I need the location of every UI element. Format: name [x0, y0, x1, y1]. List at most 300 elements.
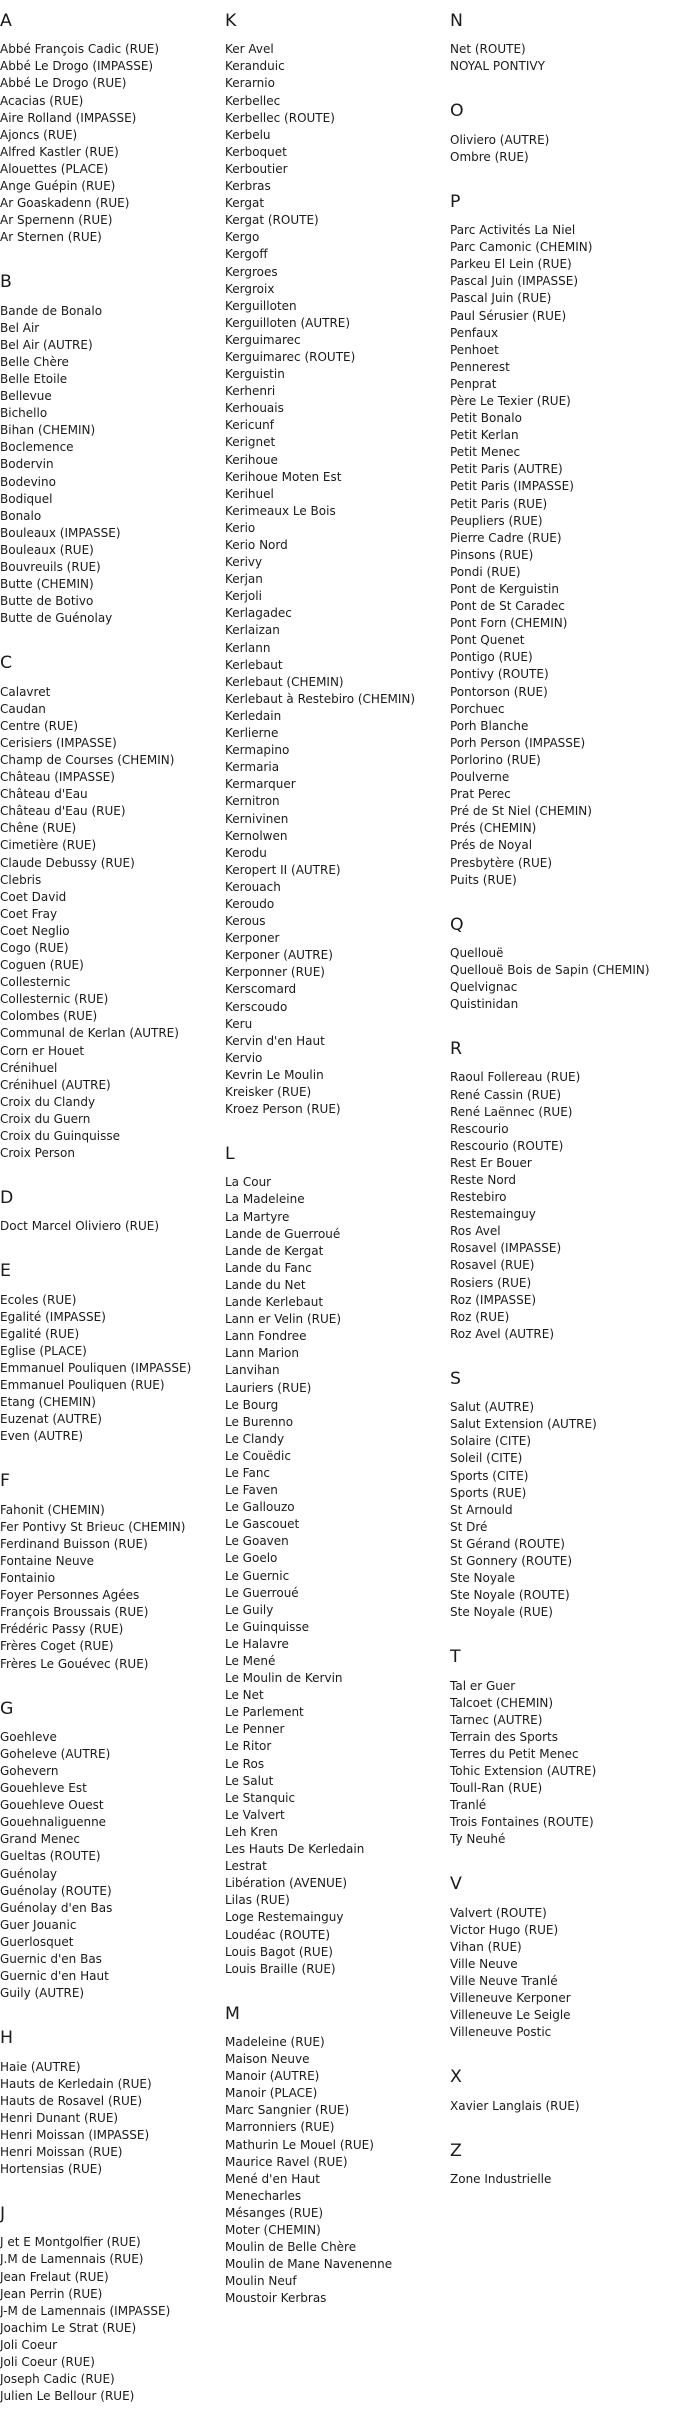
street-link[interactable]: Petit Paris (AUTRE): [450, 462, 563, 477]
street-link[interactable]: Bichello: [0, 406, 48, 421]
street-link[interactable]: Le Halavre: [225, 1636, 289, 1651]
street-link[interactable]: Villeneuve Postic: [450, 2025, 552, 2040]
street-link[interactable]: Kerlebaut (CHEMIN): [225, 674, 344, 689]
street-link[interactable]: Père Le Texier (RUE): [450, 393, 571, 408]
street-link[interactable]: Raoul Follereau (RUE): [450, 1070, 581, 1085]
street-link[interactable]: Joseph Cadic (RUE): [0, 2372, 115, 2387]
street-link[interactable]: Bouvreuils (RUE): [0, 560, 101, 575]
street-link[interactable]: Kerouach: [225, 879, 281, 894]
street-link[interactable]: Ar Goaskadenn (RUE): [0, 196, 130, 211]
street-link[interactable]: Maison Neuve: [225, 2052, 310, 2067]
street-link[interactable]: Trois Fontaines (ROUTE): [450, 1815, 594, 1830]
street-link[interactable]: Toull-Ran (RUE): [450, 1781, 543, 1796]
street-link[interactable]: Kerguilloten (AUTRE): [225, 315, 351, 330]
street-link[interactable]: Quelvignac: [450, 980, 518, 995]
street-link[interactable]: Vihan (RUE): [450, 1939, 522, 1954]
street-link[interactable]: Gouehnaliguenne: [0, 1815, 107, 1830]
street-link[interactable]: Kevrin Le Moulin: [225, 1067, 324, 1082]
street-link[interactable]: Petit Paris (RUE): [450, 496, 548, 511]
street-link[interactable]: Guénolay: [0, 1866, 58, 1881]
street-link[interactable]: Le Gascouet: [225, 1517, 300, 1532]
street-link[interactable]: Ste Noyale (ROUTE): [450, 1588, 570, 1603]
street-link[interactable]: Moulin de Mane Navenenne: [225, 2257, 393, 2272]
street-link[interactable]: Bodervin: [0, 457, 54, 472]
street-link[interactable]: Lanvihan: [225, 1363, 280, 1378]
street-link[interactable]: Parc Camonic (CHEMIN): [450, 240, 593, 255]
street-link[interactable]: Egalité (IMPASSE): [0, 1309, 106, 1324]
street-link[interactable]: Château d'Eau: [0, 787, 88, 802]
street-link[interactable]: Ferdinand Buisson (RUE): [0, 1536, 148, 1551]
street-link[interactable]: Ker Avel: [225, 42, 274, 57]
street-link[interactable]: Le Guerroué: [225, 1585, 299, 1600]
street-link[interactable]: Quellouë: [450, 945, 504, 960]
street-link[interactable]: Salut (AUTRE): [450, 1400, 535, 1415]
street-link[interactable]: Rosavel (RUE): [450, 1258, 535, 1273]
street-link[interactable]: Frères Coget (RUE): [0, 1639, 114, 1654]
street-link[interactable]: Moter (CHEMIN): [225, 2223, 321, 2238]
street-link[interactable]: Haie (AUTRE): [0, 2059, 81, 2074]
street-link[interactable]: Petit Bonalo: [450, 411, 522, 426]
street-link[interactable]: Le Fanc: [225, 1465, 271, 1480]
street-link[interactable]: Loudéac (ROUTE): [225, 1927, 331, 1942]
street-link[interactable]: Quellouë Bois de Sapin (CHEMIN): [450, 962, 650, 977]
street-link[interactable]: Parc Activités La Niel: [450, 223, 576, 238]
street-link[interactable]: Colombes (RUE): [0, 1009, 98, 1024]
street-link[interactable]: Maurice Ravel (RUE): [225, 2154, 348, 2169]
street-link[interactable]: Calavret: [0, 684, 51, 699]
street-link[interactable]: Roz Avel (AUTRE): [450, 1326, 554, 1341]
street-link[interactable]: Mésanges (RUE): [225, 2205, 324, 2220]
street-link[interactable]: Kerlagadec: [225, 606, 292, 621]
street-link[interactable]: Kergroes: [225, 264, 278, 279]
street-link[interactable]: Ville Neuve Tranlé: [450, 1974, 558, 1989]
street-link[interactable]: Lande de Guerroué: [225, 1226, 341, 1241]
street-link[interactable]: Villeneuve Kerponer: [450, 1991, 571, 2006]
street-link[interactable]: Tal er Guer: [450, 1678, 516, 1693]
street-link[interactable]: Peupliers (RUE): [450, 513, 543, 528]
street-link[interactable]: Mathurin Le Mouel (RUE): [225, 2137, 374, 2152]
street-link[interactable]: Gueltas (ROUTE): [0, 1849, 101, 1864]
street-link[interactable]: Crénihuel: [0, 1060, 58, 1075]
street-link[interactable]: Pierre Cadre (RUE): [450, 530, 562, 545]
street-link[interactable]: Alfred Kastler (RUE): [0, 144, 119, 159]
street-link[interactable]: Sports (CITE): [450, 1468, 529, 1483]
street-link[interactable]: Petit Paris (IMPASSE): [450, 479, 574, 494]
street-link[interactable]: Rosiers (RUE): [450, 1275, 532, 1290]
street-link[interactable]: Goehleve: [0, 1729, 57, 1744]
street-link[interactable]: Kreisker (RUE): [225, 1085, 312, 1100]
street-link[interactable]: Cogo (RUE): [0, 940, 69, 955]
street-link[interactable]: Kerscomard: [225, 982, 297, 997]
street-link[interactable]: Jean Perrin (RUE): [0, 2286, 103, 2301]
street-link[interactable]: Bel Air (AUTRE): [0, 337, 93, 352]
street-link[interactable]: Kermaria: [225, 760, 280, 775]
street-link[interactable]: Kerguimarec: [225, 332, 301, 347]
street-link[interactable]: Leh Kren: [225, 1824, 278, 1839]
street-link[interactable]: Croix du Clandy: [0, 1094, 96, 1109]
street-link[interactable]: Collesternic: [0, 975, 71, 990]
street-link[interactable]: Ste Noyale: [450, 1571, 516, 1586]
street-link[interactable]: Le Penner: [225, 1722, 285, 1737]
street-link[interactable]: Porchuec: [450, 701, 505, 716]
street-link[interactable]: Valvert (ROUTE): [450, 1905, 547, 1920]
street-link[interactable]: Prat Perec: [450, 787, 511, 802]
street-link[interactable]: Guénolay d'en Bas: [0, 1900, 113, 1915]
street-link[interactable]: Kerponner (RUE): [225, 965, 325, 980]
street-link[interactable]: Le Ros: [225, 1756, 265, 1771]
street-link[interactable]: Le Ritor: [225, 1739, 272, 1754]
street-link[interactable]: Guénolay (ROUTE): [0, 1883, 112, 1898]
street-link[interactable]: Fontainio: [0, 1571, 56, 1586]
street-link[interactable]: Lauriers (RUE): [225, 1380, 312, 1395]
street-link[interactable]: Le Guinquisse: [225, 1619, 309, 1634]
street-link[interactable]: Louis Braille (RUE): [225, 1961, 336, 1976]
street-link[interactable]: Kerboutier: [225, 161, 288, 176]
street-link[interactable]: Le Goaven: [225, 1534, 289, 1549]
street-link[interactable]: Fahonit (CHEMIN): [0, 1502, 105, 1517]
street-link[interactable]: Ste Noyale (RUE): [450, 1605, 553, 1620]
street-link[interactable]: Kerboquet: [225, 144, 287, 159]
street-link[interactable]: Les Hauts De Kerledain: [225, 1842, 365, 1857]
street-link[interactable]: Kroez Person (RUE): [225, 1102, 341, 1117]
street-link[interactable]: Coet Fray: [0, 906, 58, 921]
street-link[interactable]: Rosavel (IMPASSE): [450, 1241, 562, 1256]
street-link[interactable]: Sports (RUE): [450, 1485, 527, 1500]
street-link[interactable]: Le Faven: [225, 1483, 278, 1498]
street-link[interactable]: Coet David: [0, 889, 67, 904]
street-link[interactable]: Grand Menec: [0, 1832, 80, 1847]
street-link[interactable]: Parkeu El Lein (RUE): [450, 257, 572, 272]
street-link[interactable]: Corn er Houet: [0, 1043, 85, 1058]
street-link[interactable]: Porh Blanche: [450, 718, 529, 733]
street-link[interactable]: Aire Rolland (IMPASSE): [0, 110, 137, 125]
street-link[interactable]: Frères Le Gouévec (RUE): [0, 1656, 149, 1671]
street-link[interactable]: Butte (CHEMIN): [0, 577, 94, 592]
street-link[interactable]: NOYAL PONTIVY: [450, 59, 545, 74]
street-link[interactable]: Etang (CHEMIN): [0, 1395, 96, 1410]
street-link[interactable]: Kerous: [225, 914, 266, 929]
street-link[interactable]: Kerivy: [225, 555, 263, 570]
street-link[interactable]: Gouehleve Est: [0, 1781, 87, 1796]
street-link[interactable]: Belle Etoile: [0, 371, 68, 386]
street-link[interactable]: Restemainguy: [450, 1207, 536, 1222]
street-link[interactable]: Kergat (ROUTE): [225, 213, 319, 228]
street-link[interactable]: Pontorson (RUE): [450, 684, 548, 699]
street-link[interactable]: Kerguilloten: [225, 298, 297, 313]
street-link[interactable]: Collesternic (RUE): [0, 992, 109, 1007]
street-link[interactable]: Tohic Extension (AUTRE): [450, 1764, 597, 1779]
street-link[interactable]: Alouettes (PLACE): [0, 161, 109, 176]
street-link[interactable]: Lann Marion: [225, 1346, 299, 1361]
street-link[interactable]: Loge Restemainguy: [225, 1910, 344, 1925]
street-link[interactable]: Lann Fondree: [225, 1329, 307, 1344]
street-link[interactable]: Prés de Noyal: [450, 838, 533, 853]
street-link[interactable]: Kernolwen: [225, 828, 288, 843]
street-link[interactable]: Ville Neuve: [450, 1956, 518, 1971]
street-link[interactable]: Château d'Eau (RUE): [0, 804, 126, 819]
street-link[interactable]: Clebris: [0, 872, 42, 887]
street-link[interactable]: Oliviero (AUTRE): [450, 132, 550, 147]
street-link[interactable]: Pondi (RUE): [450, 564, 521, 579]
street-link[interactable]: Prés (CHEMIN): [450, 821, 537, 836]
street-link[interactable]: Xavier Langlais (RUE): [450, 2098, 580, 2113]
street-link[interactable]: J et E Montgolfier (RUE): [0, 2235, 141, 2250]
street-link[interactable]: Lande du Net: [225, 1277, 306, 1292]
street-link[interactable]: Rescourio (ROUTE): [450, 1138, 564, 1153]
street-link[interactable]: Zone Industrielle: [450, 2171, 552, 2186]
street-link[interactable]: Lande Kerlebaut: [225, 1295, 324, 1310]
street-link[interactable]: Kericunf: [225, 418, 274, 433]
street-link[interactable]: Bonalo: [0, 508, 42, 523]
street-link[interactable]: Julien Le Bellour (RUE): [0, 2389, 135, 2404]
street-link[interactable]: Penprat: [450, 376, 497, 391]
street-link[interactable]: Kerio: [225, 520, 256, 535]
street-link[interactable]: Lande du Fanc: [225, 1260, 312, 1275]
street-link[interactable]: Marc Sangnier (RUE): [225, 2103, 350, 2118]
street-link[interactable]: Kerjan: [225, 572, 263, 587]
street-link[interactable]: J-M de Lamennais (IMPASSE): [0, 2303, 171, 2318]
street-link[interactable]: Croix du Guern: [0, 1111, 91, 1126]
street-link[interactable]: Château (IMPASSE): [0, 770, 115, 785]
street-link[interactable]: Eglise (PLACE): [0, 1343, 87, 1358]
street-link[interactable]: Kernitron: [225, 794, 280, 809]
street-link[interactable]: Emmanuel Pouliquen (RUE): [0, 1378, 165, 1393]
street-link[interactable]: Euzenat (AUTRE): [0, 1412, 102, 1427]
street-link[interactable]: Kerscoudo: [225, 999, 288, 1014]
street-link[interactable]: Kergat: [225, 196, 265, 211]
street-link[interactable]: Acacias (RUE): [0, 93, 84, 108]
street-link[interactable]: Manoir (PLACE): [225, 2086, 318, 2101]
street-link[interactable]: Pontigo (RUE): [450, 650, 533, 665]
street-link[interactable]: Quistinidan: [450, 997, 519, 1012]
street-link[interactable]: Le Salut: [225, 1773, 274, 1788]
street-link[interactable]: Puits (RUE): [450, 872, 517, 887]
street-link[interactable]: Ar Spernenn (RUE): [0, 213, 113, 228]
street-link[interactable]: Soleil (CITE): [450, 1451, 523, 1466]
street-link[interactable]: Cerisiers (IMPASSE): [0, 735, 117, 750]
street-link[interactable]: Pont Quenet: [450, 633, 525, 648]
street-link[interactable]: Belle Chère: [0, 354, 69, 369]
street-link[interactable]: Croix Person: [0, 1146, 75, 1161]
street-link[interactable]: Penfaux: [450, 325, 499, 340]
street-link[interactable]: Bouleaux (RUE): [0, 542, 94, 557]
street-link[interactable]: Keru: [225, 1016, 253, 1031]
street-link[interactable]: Henri Moissan (RUE): [0, 2144, 123, 2159]
street-link[interactable]: Abbé François Cadic (RUE): [0, 42, 160, 57]
street-link[interactable]: Lande de Kergat: [225, 1243, 324, 1258]
street-link[interactable]: François Broussais (RUE): [0, 1605, 149, 1620]
street-link[interactable]: Petit Menec: [450, 445, 521, 460]
street-link[interactable]: Le Net: [225, 1688, 264, 1703]
street-link[interactable]: Ange Guépin (RUE): [0, 179, 116, 194]
street-link[interactable]: Penhoet: [450, 342, 499, 357]
street-link[interactable]: Foyer Personnes Agées: [0, 1588, 140, 1603]
street-link[interactable]: Le Guernic: [225, 1568, 290, 1583]
street-link[interactable]: Kerlebaut: [225, 657, 283, 672]
street-link[interactable]: La Martyre: [225, 1209, 290, 1224]
street-link[interactable]: Guernic d'en Bas: [0, 1952, 102, 1967]
street-link[interactable]: Keranduic: [225, 59, 285, 74]
street-link[interactable]: Kerignet: [225, 435, 276, 450]
street-link[interactable]: La Cour: [225, 1175, 272, 1190]
street-link[interactable]: Doct Marcel Oliviero (RUE): [0, 1219, 160, 1234]
street-link[interactable]: Joachim Le Strat (RUE): [0, 2320, 137, 2335]
street-link[interactable]: Pascal Juin (IMPASSE): [450, 274, 579, 289]
street-link[interactable]: Pascal Juin (RUE): [450, 291, 552, 306]
street-link[interactable]: Cimetière (RUE): [0, 838, 97, 853]
street-link[interactable]: Coguen (RUE): [0, 958, 84, 973]
street-link[interactable]: Manoir (AUTRE): [225, 2069, 320, 2084]
street-link[interactable]: Le Gallouzo: [225, 1500, 295, 1515]
street-link[interactable]: Moustoir Kerbras: [225, 2291, 327, 2306]
street-link[interactable]: Rest Er Bouer: [450, 1155, 532, 1170]
street-link[interactable]: Ty Neuhé: [450, 1832, 506, 1847]
street-link[interactable]: Terrain des Sports: [450, 1729, 558, 1744]
street-link[interactable]: Roz (RUE): [450, 1309, 510, 1324]
street-link[interactable]: St Gérand (ROUTE): [450, 1536, 565, 1551]
street-link[interactable]: Keroudo: [225, 896, 275, 911]
street-link[interactable]: Le Parlement: [225, 1705, 304, 1720]
street-link[interactable]: Bouleaux (IMPASSE): [0, 525, 121, 540]
street-link[interactable]: Terres du Petit Menec: [450, 1746, 579, 1761]
street-link[interactable]: Frédéric Passy (RUE): [0, 1622, 124, 1637]
street-link[interactable]: Hortensias (RUE): [0, 2162, 103, 2177]
street-link[interactable]: La Madeleine: [225, 1192, 305, 1207]
street-link[interactable]: Guerlosquet: [0, 1934, 74, 1949]
street-link[interactable]: Rescourio: [450, 1121, 509, 1136]
street-link[interactable]: Moulin Neuf: [225, 2274, 297, 2289]
street-link[interactable]: Kergo: [225, 230, 260, 245]
street-link[interactable]: Restebiro: [450, 1190, 507, 1205]
street-link[interactable]: Le Stanquic: [225, 1790, 296, 1805]
street-link[interactable]: St Dré: [450, 1519, 488, 1534]
street-link[interactable]: Champ de Courses (CHEMIN): [0, 752, 175, 767]
street-link[interactable]: Kerguistin: [225, 367, 285, 382]
street-link[interactable]: Le Guily: [225, 1602, 274, 1617]
street-link[interactable]: Poulverne: [450, 770, 510, 785]
street-link[interactable]: Goheleve (AUTRE): [0, 1746, 111, 1761]
street-link[interactable]: Kerlebaut à Restebiro (CHEMIN): [225, 691, 416, 706]
street-link[interactable]: Keropert II (AUTRE): [225, 862, 341, 877]
street-link[interactable]: Le Valvert: [225, 1807, 285, 1822]
street-link[interactable]: Kerhouais: [225, 401, 284, 416]
street-link[interactable]: Kervin d'en Haut: [225, 1033, 325, 1048]
street-link[interactable]: Kernivinen: [225, 811, 289, 826]
street-link[interactable]: Ombre (RUE): [450, 149, 529, 164]
street-link[interactable]: Talcoet (CHEMIN): [450, 1695, 554, 1710]
street-link[interactable]: Bande de Bonalo: [0, 303, 103, 318]
street-link[interactable]: Kerihuel: [225, 486, 274, 501]
street-link[interactable]: Le Mené: [225, 1654, 276, 1669]
street-link[interactable]: Ajoncs (RUE): [0, 127, 78, 142]
street-link[interactable]: Chêne (RUE): [0, 821, 77, 836]
street-link[interactable]: Emmanuel Pouliquen (IMPASSE): [0, 1361, 192, 1376]
street-link[interactable]: Pont de St Caradec: [450, 599, 565, 614]
street-link[interactable]: Joli Coeur (RUE): [0, 2355, 95, 2370]
street-link[interactable]: Tranlé: [450, 1798, 487, 1813]
street-link[interactable]: Kermapino: [225, 743, 290, 758]
street-link[interactable]: Boclemence: [0, 440, 74, 455]
street-link[interactable]: Le Moulin de Kervin: [225, 1671, 343, 1686]
street-link[interactable]: Guer Jouanic: [0, 1917, 77, 1932]
street-link[interactable]: René Laënnec (RUE): [450, 1104, 573, 1119]
street-link[interactable]: J.M de Lamennais (RUE): [0, 2252, 144, 2267]
street-link[interactable]: Kerodu: [225, 845, 267, 860]
street-link[interactable]: Abbé Le Drogo (IMPASSE): [0, 59, 154, 74]
street-link[interactable]: Kerihoue Moten Est: [225, 469, 342, 484]
street-link[interactable]: Even (AUTRE): [0, 1429, 84, 1444]
street-link[interactable]: Fontaine Neuve: [0, 1553, 95, 1568]
street-link[interactable]: Kerhenri: [225, 384, 276, 399]
street-link[interactable]: Jean Frelaut (RUE): [0, 2269, 109, 2284]
street-link[interactable]: Gohevern: [0, 1764, 59, 1779]
street-link[interactable]: Le Goelo: [225, 1551, 278, 1566]
street-link[interactable]: Pontivy (ROUTE): [450, 667, 549, 682]
street-link[interactable]: Le Clandy: [225, 1431, 285, 1446]
street-link[interactable]: Mené d'en Haut: [225, 2171, 320, 2186]
street-link[interactable]: Solaire (CITE): [450, 1434, 532, 1449]
street-link[interactable]: Centre (RUE): [0, 718, 79, 733]
street-link[interactable]: Bellevue: [0, 389, 52, 404]
street-link[interactable]: Pré de St Niel (CHEMIN): [450, 804, 592, 819]
street-link[interactable]: Kerbelu: [225, 127, 271, 142]
street-link[interactable]: Kerguimarec (ROUTE): [225, 349, 356, 364]
street-link[interactable]: Louis Bagot (RUE): [225, 1944, 333, 1959]
street-link[interactable]: Joli Coeur: [0, 2337, 58, 2352]
street-link[interactable]: Reste Nord: [450, 1173, 516, 1188]
street-link[interactable]: Tarnec (AUTRE): [450, 1712, 543, 1727]
street-link[interactable]: René Cassin (RUE): [450, 1087, 562, 1102]
street-link[interactable]: Guernic d'en Haut: [0, 1969, 109, 1984]
street-link[interactable]: Kerbras: [225, 179, 271, 194]
street-link[interactable]: Hauts de Kerledain (RUE): [0, 2076, 152, 2091]
street-link[interactable]: Kerihoue: [225, 452, 278, 467]
street-link[interactable]: Coet Neglio: [0, 923, 70, 938]
street-link[interactable]: Gouehleve Ouest: [0, 1798, 104, 1813]
street-link[interactable]: Kerio Nord: [225, 538, 288, 553]
street-link[interactable]: Menecharles: [225, 2188, 302, 2203]
street-link[interactable]: Kerbellec (ROUTE): [225, 110, 335, 125]
street-link[interactable]: Bodiquel: [0, 491, 53, 506]
street-link[interactable]: Lilas (RUE): [225, 1893, 290, 1908]
street-link[interactable]: Egalité (RUE): [0, 1326, 80, 1341]
street-link[interactable]: Porh Person (IMPASSE): [450, 735, 586, 750]
street-link[interactable]: Kerledain: [225, 708, 282, 723]
street-link[interactable]: Pinsons (RUE): [450, 547, 534, 562]
street-link[interactable]: Guily (AUTRE): [0, 1986, 85, 2001]
street-link[interactable]: Kergoff: [225, 247, 268, 262]
street-link[interactable]: Porlorino (RUE): [450, 752, 541, 767]
street-link[interactable]: Butte de Guénolay: [0, 611, 113, 626]
street-link[interactable]: Madeleine (RUE): [225, 2034, 325, 2049]
street-link[interactable]: Kerlann: [225, 640, 271, 655]
street-link[interactable]: St Gonnery (ROUTE): [450, 1553, 573, 1568]
street-link[interactable]: Kervio: [225, 1050, 263, 1065]
street-link[interactable]: Pont de Kerguistin: [450, 582, 559, 597]
street-link[interactable]: Villeneuve Le Seigle: [450, 2008, 571, 2023]
street-link[interactable]: Pennerest: [450, 359, 510, 374]
street-link[interactable]: Kerjoli: [225, 589, 262, 604]
street-link[interactable]: Salut Extension (AUTRE): [450, 1417, 597, 1432]
street-link[interactable]: Claude Debussy (RUE): [0, 855, 135, 870]
street-link[interactable]: Pont Forn (CHEMIN): [450, 616, 568, 631]
street-link[interactable]: Moulin de Belle Chère: [225, 2240, 357, 2255]
street-link[interactable]: Petit Kerlan: [450, 428, 519, 443]
street-link[interactable]: Libération (AVENUE): [225, 1876, 348, 1891]
street-link[interactable]: Victor Hugo (RUE): [450, 1922, 559, 1937]
street-link[interactable]: Kerimeaux Le Bois: [225, 503, 336, 518]
street-link[interactable]: Kerlierne: [225, 726, 279, 741]
